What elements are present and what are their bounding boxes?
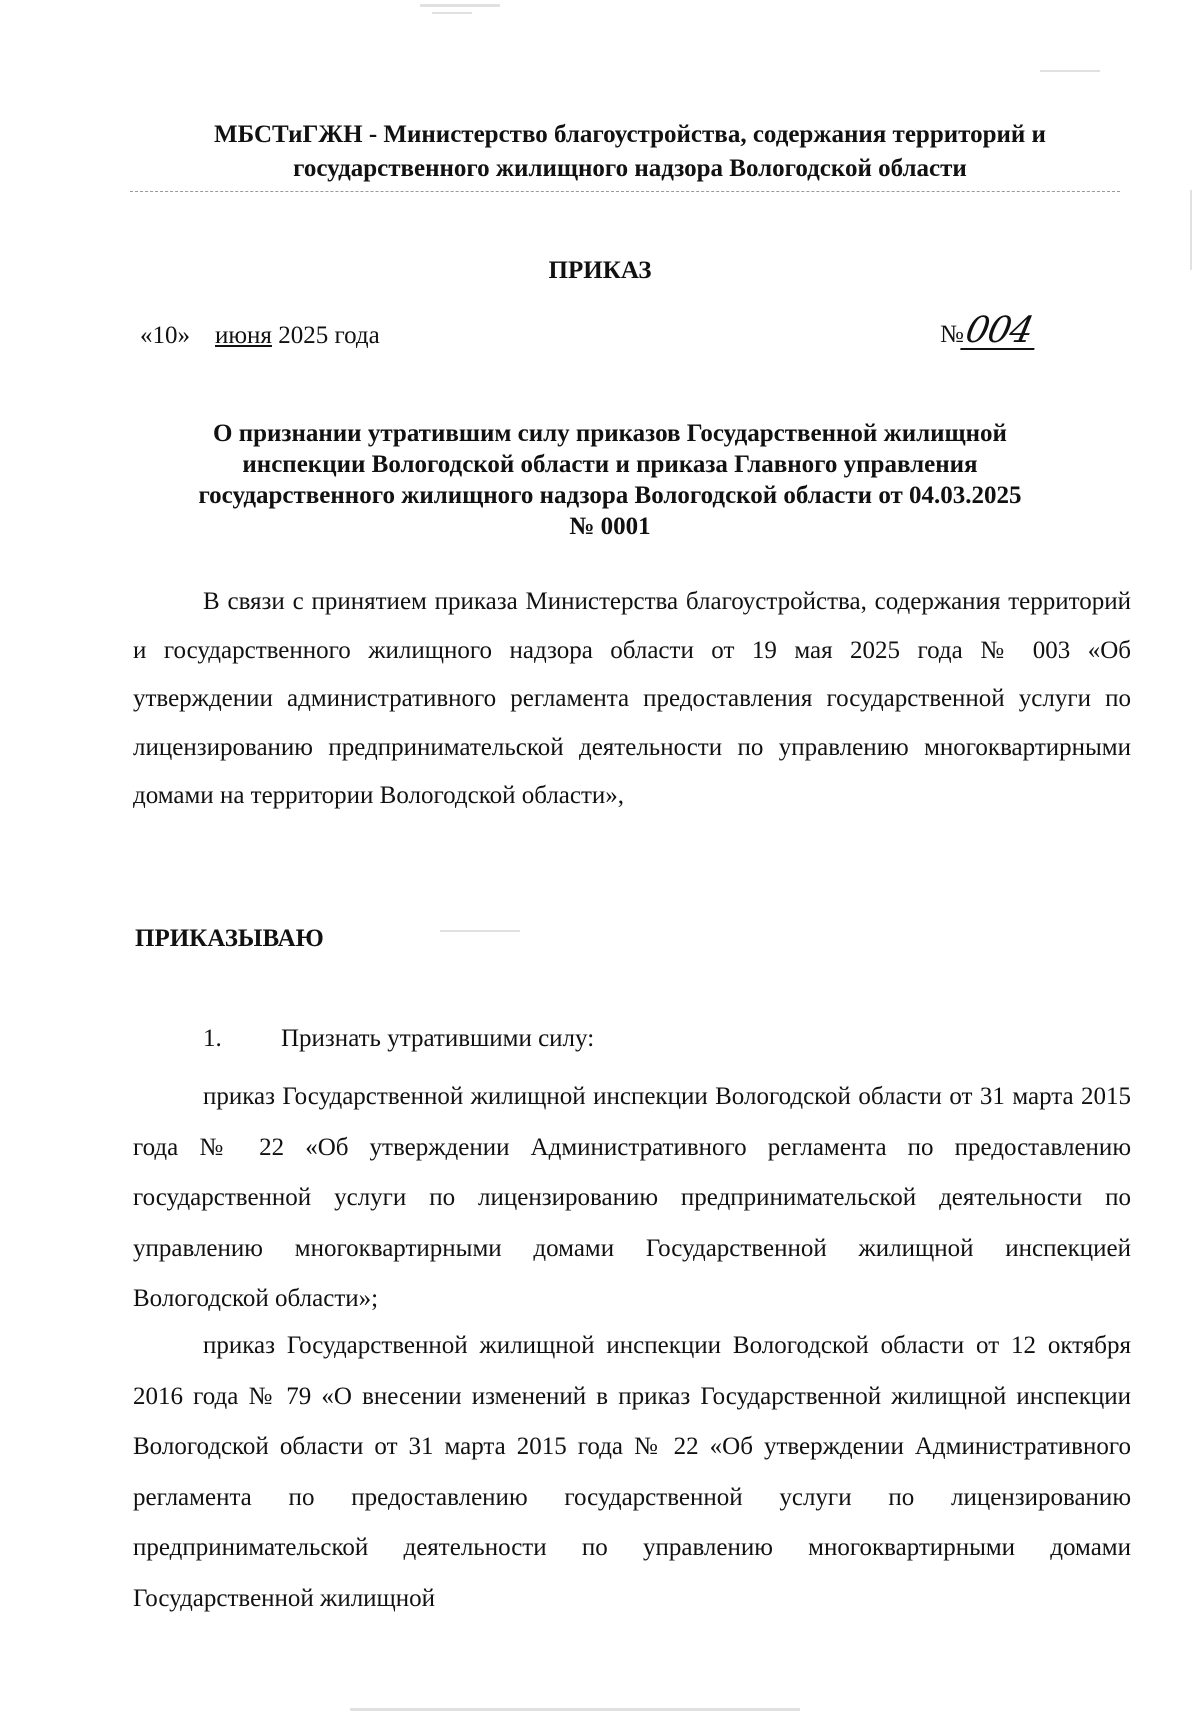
- date-year: 2025 года: [278, 322, 380, 349]
- repealed-order-paragraph: приказ Государственной жилищной инспекции Вологодской области от 12 октября 2016 года № 79 «О внесении изменений в приказ Государственной жилищной инспекции Вологодской области от 31 марта 2015 года № 22 «Об утверждении Административного регламента по предоставлению государственной услуги по лицензированию предпринимательской деятельности по управлению многоквартирными домами Государственной жилищной: [133, 1332, 1131, 1612]
- repealed-order-paragraph: приказ Государственной жилищной инспекции Вологодской области от 31 марта 2015 года № 22 «Об утверждении Административного регламента по предоставлению государственной услуги по лицензированию предпринимательской деятельности по управлению многоквартирными домами Государственной жилищной инспекцией Вологодской области»;: [133, 1083, 1131, 1312]
- list-item: [203, 1025, 594, 1053]
- order-date: [140, 322, 380, 350]
- subject-line-1: О признании утратившим силу приказов Государственной жилищной: [213, 420, 1007, 447]
- preamble-paragraph: В связи с принятием приказа Министерства благоустройства, содержания территорий и государственного жилищного надзора области от 19 мая 2025 года № 003 «Об утверждении административного регламента предоставления государственной услуги по лицензированию предпринимательской деятельности по управлению многоквартирными домами на территории Вологодской области»,: [133, 588, 1131, 809]
- number-sign: №: [940, 321, 964, 348]
- subject-line-2: инспекции Вологодской области и приказа Главного управления: [242, 451, 978, 478]
- order-subject: [150, 418, 1070, 542]
- scan-speck: [1040, 70, 1100, 72]
- ministry-header-line-2: государственного жилищного надзора Вологодской области: [293, 155, 967, 182]
- date-day: «10»: [140, 322, 190, 349]
- subject-line-4: № 0001: [569, 513, 651, 540]
- scan-speck: [432, 12, 472, 14]
- date-month: июня: [215, 322, 272, 349]
- item-number: 1.: [203, 1025, 222, 1052]
- item-text: Признать утратившими силу:: [281, 1025, 595, 1052]
- ministry-header: [130, 118, 1130, 186]
- scan-speck: [420, 4, 500, 7]
- subject-line-3: государственного жилищного надзора Вологодской области от 04.03.2025: [198, 482, 1022, 509]
- order-number: [940, 310, 1038, 351]
- order-title: ПРИКАЗ: [548, 257, 652, 284]
- ministry-header-line-1: МБСТиГЖН - Министерство благоустройства, содержания территорий и: [214, 121, 1046, 148]
- scan-speck: [350, 1708, 800, 1711]
- scan-speck: [440, 930, 520, 932]
- handwritten-order-number: 004: [960, 314, 1041, 350]
- header-divider: [130, 191, 1120, 192]
- directive-heading: ПРИКАЗЫВАЮ: [135, 925, 324, 952]
